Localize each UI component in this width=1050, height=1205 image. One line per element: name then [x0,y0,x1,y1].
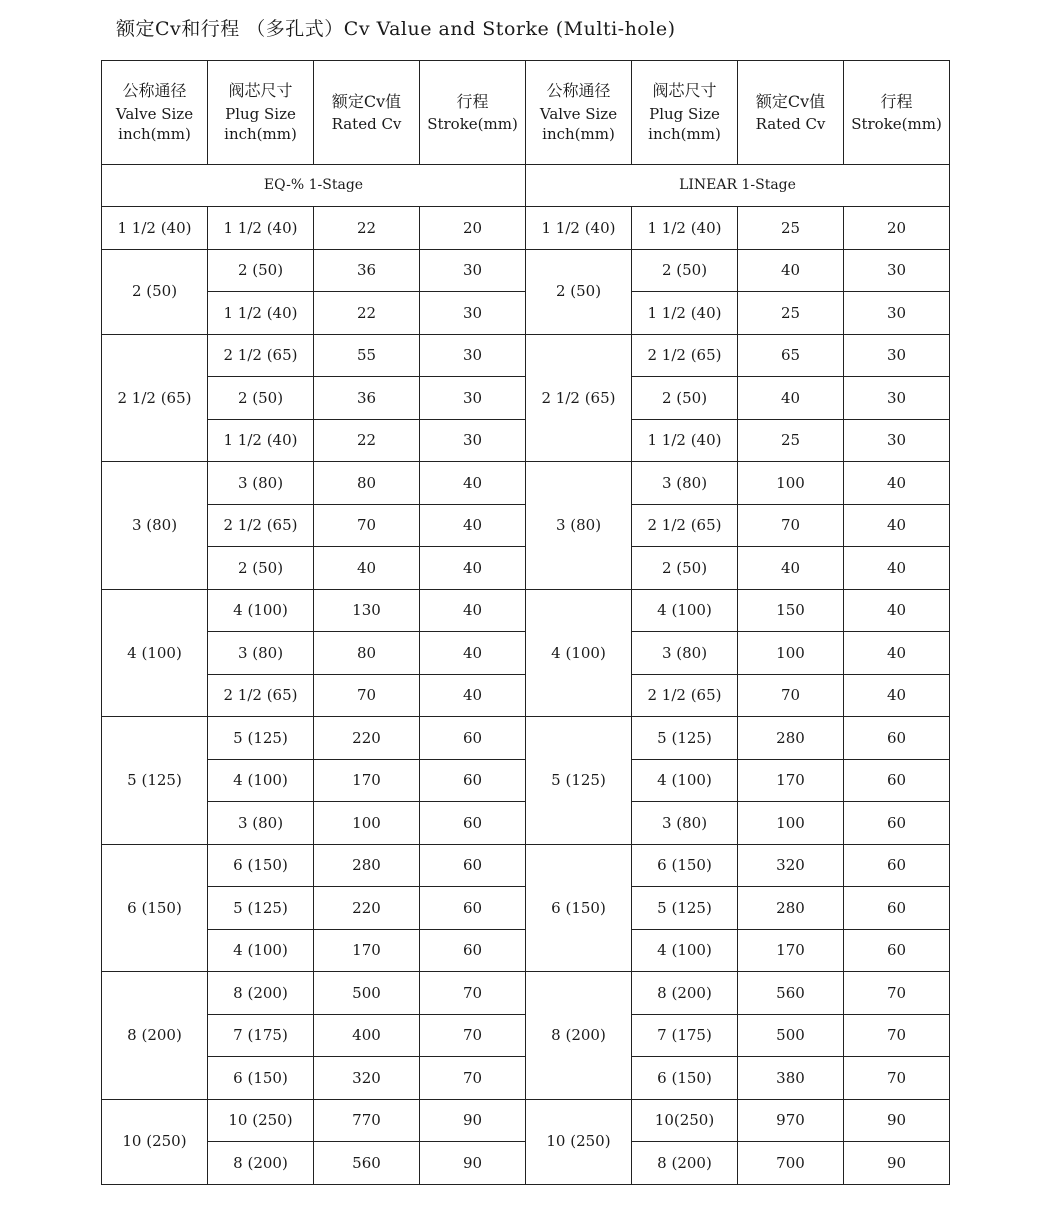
plug-size-cell-left: 6 (150) [208,844,314,887]
stage-row [102,165,950,207]
stroke-cell-left: 30 [420,377,526,420]
table-row [102,249,950,292]
stroke-cell-left: 70 [420,972,526,1015]
valve-size-cell-right: 4 (100) [526,589,632,717]
stroke-cell-right: 60 [844,759,950,802]
rated-cv-cell-left: 70 [314,674,420,717]
plug-size-cell-right: 3 (80) [632,632,738,675]
plug-size-cell-left: 5 (125) [208,717,314,760]
plug-size-cell-right: 4 (100) [632,759,738,802]
stroke-cell-right: 40 [844,674,950,717]
rated-cv-cell-right: 25 [738,292,844,335]
plug-size-cell-left: 2 1/2 (65) [208,674,314,717]
stroke-cell-left: 40 [420,674,526,717]
rated-cv-cell-right: 40 [738,377,844,420]
valve-size-cell-left: 3 (80) [102,462,208,590]
stroke-cell-left: 30 [420,334,526,377]
table-row [102,844,950,887]
stroke-cell-left: 30 [420,249,526,292]
stroke-cell-right: 30 [844,249,950,292]
rated-cv-cell-left: 220 [314,887,420,930]
rated-cv-cell-right: 100 [738,462,844,505]
stroke-cell-left: 60 [420,759,526,802]
valve-size-cell-left: 1 1/2 (40) [102,207,208,250]
plug-size-cell-left: 4 (100) [208,929,314,972]
stroke-cell-right: 60 [844,717,950,760]
rated-cv-cell-right: 560 [738,972,844,1015]
valve-size-cell-right: 10 (250) [526,1099,632,1184]
plug-size-cell-left: 5 (125) [208,887,314,930]
plug-size-cell-left: 10 (250) [208,1099,314,1142]
stroke-cell-right: 40 [844,504,950,547]
stroke-cell-left: 40 [420,547,526,590]
rated-cv-cell-left: 70 [314,504,420,547]
stroke-cell-right: 90 [844,1099,950,1142]
header-plug-size-right: 阀芯尺寸 Plug Size inch(mm) [632,61,738,165]
table-row [102,462,950,505]
rated-cv-cell-left: 55 [314,334,420,377]
rated-cv-cell-left: 220 [314,717,420,760]
cv-stroke-table [101,60,950,1185]
stroke-cell-left: 20 [420,207,526,250]
rated-cv-cell-right: 170 [738,929,844,972]
plug-size-cell-right: 1 1/2 (40) [632,419,738,462]
page-title: 额定Cv和行程 （多孔式）Cv Value and Storke (Multi-hole) [116,18,676,40]
stroke-cell-left: 30 [420,419,526,462]
rated-cv-cell-right: 100 [738,802,844,845]
table-row [102,717,950,760]
rated-cv-cell-right: 970 [738,1099,844,1142]
stroke-cell-right: 40 [844,547,950,590]
rated-cv-cell-left: 320 [314,1057,420,1100]
valve-size-cell-right: 3 (80) [526,462,632,590]
valve-size-cell-right: 6 (150) [526,844,632,972]
stroke-cell-left: 60 [420,844,526,887]
table-row [102,1099,950,1142]
stage-label-linear: LINEAR 1-Stage [526,165,950,207]
plug-size-cell-left: 4 (100) [208,759,314,802]
stroke-cell-left: 40 [420,632,526,675]
header-valve-size-left: 公称通径 Valve Size inch(mm) [102,61,208,165]
rated-cv-cell-left: 22 [314,292,420,335]
rated-cv-cell-right: 25 [738,207,844,250]
valve-size-cell-left: 8 (200) [102,972,208,1100]
plug-size-cell-right: 2 1/2 (65) [632,674,738,717]
rated-cv-cell-left: 36 [314,249,420,292]
rated-cv-cell-left: 130 [314,589,420,632]
plug-size-cell-left: 3 (80) [208,462,314,505]
stroke-cell-left: 90 [420,1099,526,1142]
rated-cv-cell-right: 280 [738,717,844,760]
plug-size-cell-right: 8 (200) [632,972,738,1015]
plug-size-cell-left: 6 (150) [208,1057,314,1100]
rated-cv-cell-left: 22 [314,207,420,250]
plug-size-cell-left: 8 (200) [208,972,314,1015]
plug-size-cell-left: 2 (50) [208,547,314,590]
stroke-cell-right: 90 [844,1142,950,1185]
plug-size-cell-right: 5 (125) [632,887,738,930]
plug-size-cell-left: 1 1/2 (40) [208,292,314,335]
plug-size-cell-right: 8 (200) [632,1142,738,1185]
rated-cv-cell-right: 500 [738,1014,844,1057]
rated-cv-cell-left: 80 [314,462,420,505]
valve-size-cell-left: 10 (250) [102,1099,208,1184]
plug-size-cell-left: 2 (50) [208,377,314,420]
stroke-cell-right: 30 [844,377,950,420]
table-row [102,207,950,250]
plug-size-cell-right: 2 (50) [632,377,738,420]
rated-cv-cell-left: 500 [314,972,420,1015]
rated-cv-cell-left: 36 [314,377,420,420]
valve-size-cell-right: 1 1/2 (40) [526,207,632,250]
stage-label-eq: EQ-% 1-Stage [102,165,526,207]
stroke-cell-right: 60 [844,887,950,930]
stroke-cell-right: 20 [844,207,950,250]
plug-size-cell-right: 2 (50) [632,249,738,292]
rated-cv-cell-left: 40 [314,547,420,590]
stroke-cell-right: 40 [844,462,950,505]
rated-cv-cell-left: 80 [314,632,420,675]
rated-cv-cell-left: 170 [314,929,420,972]
rated-cv-cell-right: 320 [738,844,844,887]
header-rated-cv-left: 额定Cv值 Rated Cv [314,61,420,165]
plug-size-cell-left: 2 (50) [208,249,314,292]
plug-size-cell-right: 2 1/2 (65) [632,504,738,547]
plug-size-cell-left: 2 1/2 (65) [208,504,314,547]
plug-size-cell-right: 7 (175) [632,1014,738,1057]
rated-cv-cell-left: 100 [314,802,420,845]
header-rated-cv-right: 额定Cv值 Rated Cv [738,61,844,165]
stroke-cell-left: 40 [420,504,526,547]
plug-size-cell-right: 2 1/2 (65) [632,334,738,377]
stroke-cell-left: 70 [420,1057,526,1100]
rated-cv-cell-right: 70 [738,504,844,547]
rated-cv-cell-left: 560 [314,1142,420,1185]
rated-cv-cell-right: 380 [738,1057,844,1100]
plug-size-cell-right: 4 (100) [632,929,738,972]
plug-size-cell-right: 2 (50) [632,547,738,590]
stroke-cell-right: 70 [844,1014,950,1057]
rated-cv-cell-right: 170 [738,759,844,802]
plug-size-cell-left: 2 1/2 (65) [208,334,314,377]
stroke-cell-left: 60 [420,802,526,845]
stroke-cell-right: 30 [844,334,950,377]
plug-size-cell-left: 1 1/2 (40) [208,207,314,250]
rated-cv-cell-right: 25 [738,419,844,462]
rated-cv-cell-left: 170 [314,759,420,802]
stroke-cell-left: 60 [420,717,526,760]
stroke-cell-left: 90 [420,1142,526,1185]
valve-size-cell-left: 6 (150) [102,844,208,972]
rated-cv-cell-right: 40 [738,249,844,292]
stroke-cell-right: 60 [844,802,950,845]
stroke-cell-right: 40 [844,589,950,632]
stroke-cell-right: 70 [844,972,950,1015]
rated-cv-cell-left: 400 [314,1014,420,1057]
stroke-cell-right: 30 [844,292,950,335]
rated-cv-cell-right: 70 [738,674,844,717]
plug-size-cell-right: 3 (80) [632,462,738,505]
stroke-cell-right: 40 [844,632,950,675]
stroke-cell-right: 60 [844,844,950,887]
rated-cv-cell-left: 770 [314,1099,420,1142]
rated-cv-cell-right: 65 [738,334,844,377]
rated-cv-cell-right: 700 [738,1142,844,1185]
valve-size-cell-right: 2 1/2 (65) [526,334,632,462]
plug-size-cell-right: 3 (80) [632,802,738,845]
valve-size-cell-left: 4 (100) [102,589,208,717]
plug-size-cell-left: 3 (80) [208,802,314,845]
stroke-cell-left: 70 [420,1014,526,1057]
stroke-cell-left: 30 [420,292,526,335]
plug-size-cell-left: 7 (175) [208,1014,314,1057]
valve-size-cell-left: 5 (125) [102,717,208,845]
stroke-cell-right: 70 [844,1057,950,1100]
plug-size-cell-right: 10(250) [632,1099,738,1142]
plug-size-cell-left: 8 (200) [208,1142,314,1185]
header-stroke-right: 行程 Stroke(mm) [844,61,950,165]
stroke-cell-left: 40 [420,589,526,632]
valve-size-cell-left: 2 1/2 (65) [102,334,208,462]
plug-size-cell-right: 1 1/2 (40) [632,207,738,250]
plug-size-cell-left: 1 1/2 (40) [208,419,314,462]
stroke-cell-left: 60 [420,929,526,972]
header-valve-size-right: 公称通径 Valve Size inch(mm) [526,61,632,165]
plug-size-cell-right: 1 1/2 (40) [632,292,738,335]
table-row [102,334,950,377]
header-plug-size-left: 阀芯尺寸 Plug Size inch(mm) [208,61,314,165]
rated-cv-cell-right: 150 [738,589,844,632]
plug-size-cell-left: 4 (100) [208,589,314,632]
valve-size-cell-left: 2 (50) [102,249,208,334]
plug-size-cell-right: 4 (100) [632,589,738,632]
rated-cv-cell-left: 280 [314,844,420,887]
valve-size-cell-right: 2 (50) [526,249,632,334]
rated-cv-cell-right: 40 [738,547,844,590]
stroke-cell-left: 40 [420,462,526,505]
plug-size-cell-right: 6 (150) [632,844,738,887]
stroke-cell-left: 60 [420,887,526,930]
valve-size-cell-right: 8 (200) [526,972,632,1100]
plug-size-cell-right: 6 (150) [632,1057,738,1100]
stroke-cell-right: 30 [844,419,950,462]
stroke-cell-right: 60 [844,929,950,972]
valve-size-cell-right: 5 (125) [526,717,632,845]
table-row [102,972,950,1015]
plug-size-cell-left: 3 (80) [208,632,314,675]
rated-cv-cell-right: 280 [738,887,844,930]
header-stroke-left: 行程 Stroke(mm) [420,61,526,165]
header-row [102,61,950,165]
plug-size-cell-right: 5 (125) [632,717,738,760]
rated-cv-cell-right: 100 [738,632,844,675]
table-row [102,589,950,632]
rated-cv-cell-left: 22 [314,419,420,462]
